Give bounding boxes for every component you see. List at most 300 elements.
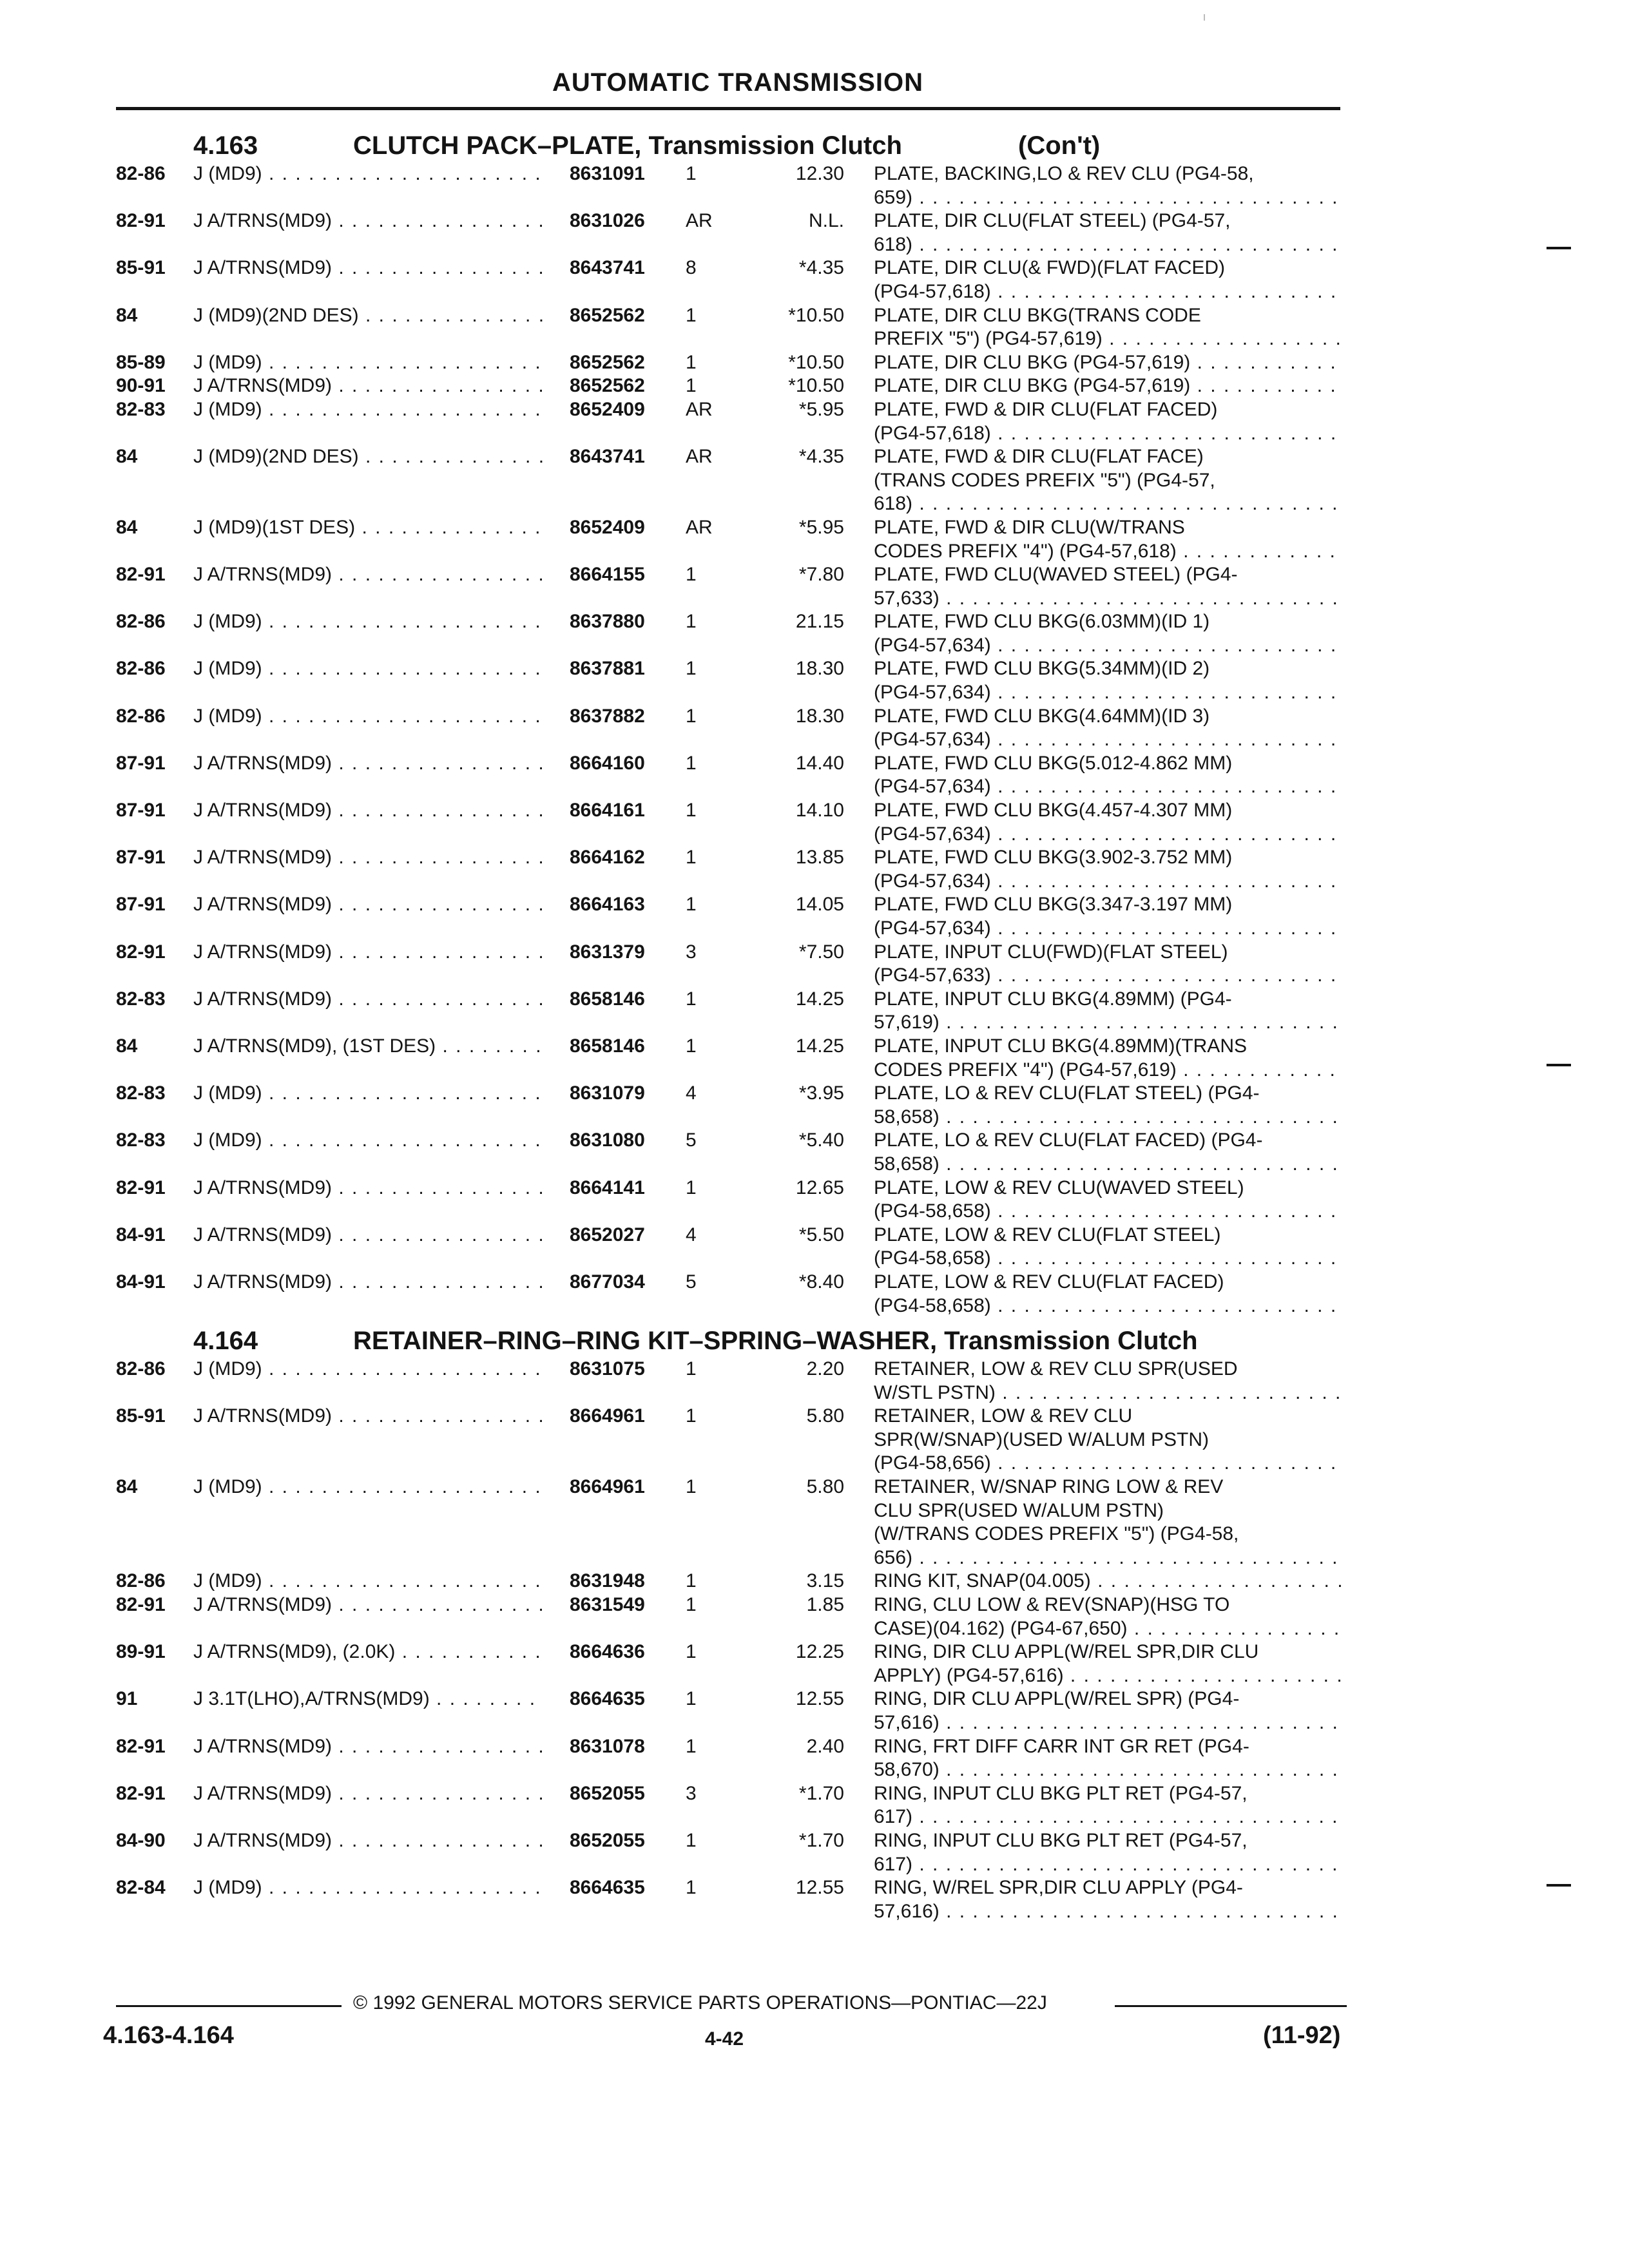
model-years: 84	[116, 446, 138, 468]
part-entry	[0, 1640, 1629, 1687]
part-description	[874, 351, 1344, 375]
part-entry	[0, 846, 1629, 893]
model-years: 82-91	[116, 564, 166, 586]
description-line: 57,619) . . .	[874, 1011, 1344, 1035]
model-years: 84	[116, 516, 138, 538]
part-number: 8652562	[570, 351, 645, 373]
part-entry	[0, 1035, 1629, 1082]
description-line: PLATE, FWD CLU BKG(4.64MM)(ID 3)	[874, 705, 1210, 727]
margin-tick	[1547, 1884, 1571, 1887]
part-entry	[0, 988, 1629, 1035]
part-description	[874, 941, 1344, 988]
list-price: 12.65	[795, 1177, 844, 1198]
description-line: (PG4-57,634) . . .	[874, 681, 1344, 705]
model-application: J A/TRNS(MD9) . . .	[193, 1405, 545, 1428]
description-line: (PG4-58,658) . . .	[874, 1247, 1344, 1271]
list-price: *10.50	[788, 351, 844, 373]
footer-page-number: 4-42	[705, 2028, 744, 2050]
quantity: 1	[686, 705, 697, 727]
list-price: *5.95	[798, 398, 844, 420]
part-entry	[0, 1271, 1629, 1318]
model-application: J (MD9) . . .	[193, 657, 545, 681]
model-application: J A/TRNS(MD9) . . .	[193, 941, 545, 965]
model-years: 82-86	[116, 611, 166, 633]
part-description	[874, 1035, 1344, 1082]
quantity: 1	[686, 1358, 697, 1380]
section-number: 4.163	[193, 131, 258, 160]
part-entry	[0, 516, 1629, 563]
quantity: 1	[686, 1877, 697, 1899]
model-application: J A/TRNS(MD9) . . .	[193, 256, 545, 280]
description-line: CLU SPR(USED W/ALUM PSTN)	[874, 1499, 1164, 1521]
quantity: AR	[686, 516, 713, 538]
quantity: AR	[686, 210, 713, 232]
part-number: 8631379	[570, 941, 645, 963]
model-years: 87-91	[116, 847, 166, 869]
description-line: PLATE, DIR CLU BKG (PG4-57,619) . . .	[874, 351, 1344, 375]
list-price: *1.70	[798, 1782, 844, 1804]
part-description	[874, 1405, 1344, 1475]
model-application: J (MD9) . . .	[193, 1475, 545, 1499]
description-line: PLATE, LOW & REV CLU(FLAT FACED)	[874, 1271, 1224, 1293]
part-description	[874, 1876, 1344, 1923]
description-line: PLATE, FWD CLU BKG(6.03MM)(ID 1)	[874, 611, 1210, 633]
parts-listing	[0, 122, 1629, 1923]
description-line: APPLY) (PG4-57,616) . . .	[874, 1664, 1344, 1688]
model-application: J A/TRNS(MD9) . . .	[193, 374, 545, 398]
description-line: PLATE, LO & REV CLU(FLAT STEEL) (PG4-	[874, 1082, 1260, 1104]
part-number: 8664160	[570, 752, 645, 774]
description-line: 58,658) . . .	[874, 1106, 1344, 1129]
part-description	[874, 398, 1344, 445]
description-line: RING, DIR CLU APPL(W/REL SPR) (PG4-	[874, 1688, 1240, 1710]
description-line: RING, INPUT CLU BKG PLT RET (PG4-57,	[874, 1782, 1248, 1804]
part-number: 8677034	[570, 1271, 645, 1293]
list-price: 14.40	[795, 752, 844, 774]
model-years: 82-91	[116, 1177, 166, 1198]
header-rule	[116, 107, 1340, 110]
description-line: (PG4-58,658) . . .	[874, 1294, 1344, 1318]
part-number: 8652409	[570, 398, 645, 420]
model-years: 87-91	[116, 894, 166, 916]
quantity: 1	[686, 611, 697, 633]
list-price: *7.50	[798, 941, 844, 963]
part-number: 8664162	[570, 847, 645, 869]
model-application: J (MD9)(2ND DES) . . .	[193, 445, 545, 469]
quantity: 1	[686, 1570, 697, 1592]
part-description	[874, 1475, 1344, 1570]
description-line: (PG4-58,656) . . .	[874, 1452, 1344, 1475]
description-line: PLATE, BACKING,LO & REV CLU (PG4-58,	[874, 163, 1254, 184]
part-entry	[0, 398, 1629, 445]
model-years: 82-83	[116, 1129, 166, 1151]
list-price: 3.15	[806, 1570, 844, 1592]
quantity: AR	[686, 398, 713, 420]
list-price: 18.30	[795, 705, 844, 727]
list-price: 2.40	[806, 1735, 844, 1757]
list-price: 2.20	[806, 1358, 844, 1380]
quantity: 3	[686, 941, 697, 963]
part-number: 8658146	[570, 988, 645, 1010]
quantity: 1	[686, 375, 697, 397]
description-line: CODES PREFIX "4") (PG4-57,619) . . .	[874, 1059, 1344, 1082]
footer-rule-left	[116, 2005, 342, 2007]
part-number: 8631549	[570, 1594, 645, 1616]
description-line: RING, CLU LOW & REV(SNAP)(HSG TO	[874, 1594, 1230, 1616]
part-description	[874, 374, 1344, 398]
description-line: 58,658) . . .	[874, 1153, 1344, 1177]
model-years: 82-86	[116, 705, 166, 727]
part-number: 8631075	[570, 1358, 645, 1380]
list-price: 14.25	[795, 988, 844, 1010]
part-entry	[0, 610, 1629, 657]
model-years: 90-91	[116, 375, 166, 397]
model-application: J (MD9) . . .	[193, 1358, 545, 1381]
description-line: (PG4-57,618) . . .	[874, 280, 1344, 304]
part-number: 8652562	[570, 375, 645, 397]
list-price: 21.15	[795, 611, 844, 633]
model-application: J (MD9) . . .	[193, 398, 545, 422]
part-number: 8664163	[570, 894, 645, 916]
model-application: J A/TRNS(MD9) . . .	[193, 799, 545, 823]
model-application: J (MD9)(2ND DES) . . .	[193, 304, 545, 328]
part-entry	[0, 1177, 1629, 1224]
list-price: 5.80	[806, 1405, 844, 1427]
quantity: 5	[686, 1271, 697, 1293]
quantity: 1	[686, 1177, 697, 1198]
model-application: J A/TRNS(MD9) . . .	[193, 1271, 545, 1294]
part-entry	[0, 209, 1629, 256]
model-application: J (MD9) . . .	[193, 705, 545, 729]
part-description	[874, 1570, 1344, 1593]
quantity: 1	[686, 800, 697, 822]
description-line: RETAINER, W/SNAP RING LOW & REV	[874, 1476, 1224, 1498]
description-line: (TRANS CODES PREFIX "5") (PG4-57,	[874, 469, 1215, 491]
list-price: 18.30	[795, 658, 844, 680]
quantity: 3	[686, 1782, 697, 1804]
quantity: 1	[686, 1641, 697, 1663]
part-description	[874, 752, 1344, 799]
description-line: PLATE, DIR CLU(& FWD)(FLAT FACED)	[874, 257, 1226, 279]
description-line: CASE)(04.162) (PG4-67,650) . . .	[874, 1617, 1344, 1641]
description-line: W/STL PSTN) . . .	[874, 1381, 1344, 1405]
description-line: RING, W/REL SPR,DIR CLU APPLY (PG4-	[874, 1877, 1243, 1899]
model-application: J (MD9) . . .	[193, 162, 545, 186]
quantity: 1	[686, 1594, 697, 1616]
model-years: 84	[116, 304, 138, 326]
model-application: J A/TRNS(MD9) . . .	[193, 1177, 545, 1200]
description-line: (PG4-57,634) . . .	[874, 870, 1344, 894]
part-description	[874, 1687, 1344, 1735]
part-description	[874, 799, 1344, 846]
part-description	[874, 1735, 1344, 1782]
quantity: 4	[686, 1224, 697, 1245]
part-entry	[0, 304, 1629, 351]
list-price: N.L.	[808, 210, 844, 232]
part-entry	[0, 563, 1629, 610]
model-application: J A/TRNS(MD9) . . .	[193, 1829, 545, 1853]
description-line: PLATE, FWD & DIR CLU(FLAT FACED)	[874, 398, 1218, 420]
description-line: RETAINER, LOW & REV CLU	[874, 1405, 1133, 1427]
model-application: J A/TRNS(MD9) . . .	[193, 209, 545, 233]
part-entry	[0, 351, 1629, 375]
part-description	[874, 304, 1344, 351]
part-entry	[0, 941, 1629, 988]
part-description	[874, 657, 1344, 704]
description-line: PLATE, LOW & REV CLU(WAVED STEEL)	[874, 1177, 1244, 1198]
description-line: 618) . . .	[874, 233, 1344, 257]
model-years: 91	[116, 1688, 138, 1710]
part-description	[874, 209, 1344, 256]
model-application: J A/TRNS(MD9) . . .	[193, 1782, 545, 1806]
model-years: 82-86	[116, 658, 166, 680]
model-years: 82-86	[116, 163, 166, 184]
part-entry	[0, 1687, 1629, 1735]
description-line: 57,633) . . .	[874, 587, 1344, 611]
part-description	[874, 1782, 1344, 1829]
model-application: J A/TRNS(MD9) . . .	[193, 846, 545, 870]
list-price: *10.50	[788, 304, 844, 326]
description-line: 57,616) . . .	[874, 1900, 1344, 1924]
description-line: RING, DIR CLU APPL(W/REL SPR,DIR CLU	[874, 1641, 1259, 1663]
quantity: AR	[686, 446, 713, 468]
description-line: CODES PREFIX "4") (PG4-57,618) . . .	[874, 540, 1344, 564]
list-price: 5.80	[806, 1476, 844, 1498]
part-number: 8664961	[570, 1405, 645, 1427]
quantity: 1	[686, 1829, 697, 1851]
quantity: 1	[686, 847, 697, 869]
model-years: 85-91	[116, 257, 166, 279]
footer-section-range: 4.163-4.164	[103, 2022, 234, 2049]
model-application: J (MD9) . . .	[193, 1082, 545, 1106]
part-entry	[0, 1224, 1629, 1271]
part-entry	[0, 374, 1629, 398]
part-description	[874, 162, 1344, 209]
part-number: 8631079	[570, 1082, 645, 1104]
model-application: J (MD9) . . .	[193, 1129, 545, 1153]
description-line: PLATE, FWD CLU BKG(4.457-4.307 MM)	[874, 800, 1233, 822]
description-line: 659) . . .	[874, 186, 1344, 210]
model-years: 89-91	[116, 1641, 166, 1663]
part-description	[874, 893, 1344, 940]
part-entry	[0, 162, 1629, 209]
model-years: 82-91	[116, 210, 166, 232]
list-price: *4.35	[798, 257, 844, 279]
part-description	[874, 1129, 1344, 1176]
part-description	[874, 1082, 1344, 1129]
part-number: 8664141	[570, 1177, 645, 1198]
description-line: (PG4-57,634) . . .	[874, 917, 1344, 941]
description-line: PLATE, LOW & REV CLU(FLAT STEEL)	[874, 1224, 1221, 1245]
part-description	[874, 256, 1344, 303]
footer-date: (11-92)	[1263, 2022, 1341, 2049]
list-price: 14.10	[795, 800, 844, 822]
part-entry	[0, 893, 1629, 940]
part-entry	[0, 705, 1629, 752]
description-line: (PG4-57,618) . . .	[874, 422, 1344, 446]
description-line: (PG4-57,634) . . .	[874, 634, 1344, 658]
margin-tick	[1547, 247, 1571, 249]
part-entry	[0, 657, 1629, 704]
model-application: J (MD9) . . .	[193, 1570, 545, 1593]
model-application: J A/TRNS(MD9) . . .	[193, 1735, 545, 1759]
part-description	[874, 1593, 1344, 1640]
description-line: PLATE, LO & REV CLU(FLAT FACED) (PG4-	[874, 1129, 1263, 1151]
part-description	[874, 516, 1344, 563]
list-price: 14.05	[795, 894, 844, 916]
page-title: AUTOMATIC TRANSMISSION	[552, 68, 924, 97]
quantity: 1	[686, 988, 697, 1010]
part-number: 8631091	[570, 163, 645, 184]
quantity: 1	[686, 1476, 697, 1498]
part-entry	[0, 1358, 1629, 1405]
description-line: RING KIT, SNAP(04.005) . . .	[874, 1570, 1344, 1593]
model-years: 84-90	[116, 1829, 166, 1851]
description-line: PLATE, FWD CLU BKG(5.012-4.862 MM)	[874, 752, 1233, 774]
list-price: *5.50	[798, 1224, 844, 1245]
part-entry	[0, 1782, 1629, 1829]
list-price: *3.95	[798, 1082, 844, 1104]
part-description	[874, 445, 1344, 516]
description-line: RING, FRT DIFF CARR INT GR RET (PG4-	[874, 1735, 1249, 1757]
list-price: 1.85	[806, 1594, 844, 1616]
list-price: *5.40	[798, 1129, 844, 1151]
part-entry	[0, 445, 1629, 516]
model-application: J A/TRNS(MD9) . . .	[193, 988, 545, 1012]
part-number: 8631026	[570, 210, 645, 232]
section-title: CLUTCH PACK–PLATE, Transmission Clutch	[353, 131, 902, 160]
description-line: RING, INPUT CLU BKG PLT RET (PG4-57,	[874, 1829, 1248, 1851]
part-description	[874, 610, 1344, 657]
description-line: RETAINER, LOW & REV CLU SPR(USED	[874, 1358, 1238, 1380]
description-line: PLATE, FWD CLU BKG(3.902-3.752 MM)	[874, 847, 1233, 869]
description-line: 617) . . .	[874, 1805, 1344, 1829]
part-number: 8652562	[570, 304, 645, 326]
quantity: 4	[686, 1082, 697, 1104]
model-years: 85-89	[116, 351, 166, 373]
model-years: 82-86	[116, 1570, 166, 1592]
description-line: PLATE, INPUT CLU(FWD)(FLAT STEEL)	[874, 941, 1228, 963]
part-number: 8652055	[570, 1782, 645, 1804]
margin-tick	[1547, 1064, 1571, 1066]
section-number: 4.164	[193, 1327, 258, 1356]
part-number: 8643741	[570, 257, 645, 279]
description-line: 58,670) . . .	[874, 1758, 1344, 1782]
part-number: 8631948	[570, 1570, 645, 1592]
list-price: 12.30	[795, 163, 844, 184]
description-line: PLATE, FWD & DIR CLU(FLAT FACE)	[874, 446, 1204, 468]
description-line: PLATE, FWD & DIR CLU(W/TRANS	[874, 516, 1185, 538]
model-years: 84-91	[116, 1224, 166, 1245]
part-description	[874, 1829, 1344, 1876]
description-line: (PG4-58,658) . . .	[874, 1200, 1344, 1224]
model-years: 84	[116, 1476, 138, 1498]
section-continued: (Con't)	[1018, 131, 1101, 160]
description-line: (PG4-57,634) . . .	[874, 823, 1344, 847]
quantity: 1	[686, 894, 697, 916]
part-entry	[0, 1593, 1629, 1640]
quantity: 1	[686, 564, 697, 586]
quantity: 5	[686, 1129, 697, 1151]
model-application: J (MD9) . . .	[193, 610, 545, 634]
description-line: 57,616) . . .	[874, 1711, 1344, 1735]
model-application: J (MD9) . . .	[193, 1876, 545, 1900]
part-number: 8664635	[570, 1688, 645, 1710]
list-price: *8.40	[798, 1271, 844, 1293]
part-entry	[0, 799, 1629, 846]
part-entry	[0, 256, 1629, 303]
part-number: 8637881	[570, 658, 645, 680]
part-description	[874, 988, 1344, 1035]
model-years: 84	[116, 1035, 138, 1057]
description-line: PLATE, FWD CLU(WAVED STEEL) (PG4-	[874, 564, 1238, 586]
list-price: *10.50	[788, 375, 844, 397]
description-line: SPR(W/SNAP)(USED W/ALUM PSTN)	[874, 1428, 1210, 1450]
description-line: (PG4-57,634) . . .	[874, 775, 1344, 799]
list-price: *5.95	[798, 516, 844, 538]
model-application: J (MD9)(1ST DES) . . .	[193, 516, 545, 540]
part-number: 8631078	[570, 1735, 645, 1757]
part-number: 8658146	[570, 1035, 645, 1057]
description-line: PLATE, FWD CLU BKG(5.34MM)(ID 2)	[874, 658, 1210, 680]
model-application: J (MD9) . . .	[193, 351, 545, 375]
list-price: 12.25	[795, 1641, 844, 1663]
part-description	[874, 1224, 1344, 1271]
part-description	[874, 705, 1344, 752]
list-price: 14.25	[795, 1035, 844, 1057]
part-number: 8637882	[570, 705, 645, 727]
description-line: (PG4-57,633) . . .	[874, 964, 1344, 988]
description-line: 617) . . .	[874, 1853, 1344, 1877]
description-line: (W/TRANS CODES PREFIX "5") (PG4-58,	[874, 1523, 1239, 1545]
model-years: 82-84	[116, 1877, 166, 1899]
part-number: 8664161	[570, 800, 645, 822]
scan-mark	[1204, 14, 1205, 21]
footer-copyright: © 1992 GENERAL MOTORS SERVICE PARTS OPERATIONS—PONTIAC—22J	[353, 1992, 1047, 2013]
description-line: PLATE, DIR CLU BKG(TRANS CODE	[874, 304, 1201, 326]
part-entry	[0, 1570, 1629, 1593]
list-price: *7.80	[798, 564, 844, 586]
part-entry	[0, 752, 1629, 799]
description-line: PREFIX "5") (PG4-57,619) . . .	[874, 327, 1344, 351]
part-number: 8643741	[570, 446, 645, 468]
list-price: 13.85	[795, 847, 844, 869]
list-price: 12.55	[795, 1877, 844, 1899]
list-price: *4.35	[798, 446, 844, 468]
model-years: 82-86	[116, 1358, 166, 1380]
list-price: *1.70	[798, 1829, 844, 1851]
description-line: 618) . . .	[874, 492, 1344, 516]
part-entry	[0, 1829, 1629, 1876]
part-number: 8652027	[570, 1224, 645, 1245]
part-description	[874, 1177, 1344, 1224]
footer-rule-right	[1115, 2005, 1347, 2007]
list-price: 12.55	[795, 1688, 844, 1710]
part-number: 8631080	[570, 1129, 645, 1151]
model-years: 82-83	[116, 398, 166, 420]
quantity: 1	[686, 1405, 697, 1427]
part-description	[874, 846, 1344, 893]
quantity: 1	[686, 1688, 697, 1710]
part-number: 8664961	[570, 1476, 645, 1498]
model-years: 82-91	[116, 1594, 166, 1616]
part-description	[874, 1358, 1344, 1405]
description-line: 656) . . .	[874, 1546, 1344, 1570]
section-heading	[0, 126, 1629, 162]
part-description	[874, 563, 1344, 610]
description-line: PLATE, FWD CLU BKG(3.347-3.197 MM)	[874, 894, 1233, 916]
model-years: 84-91	[116, 1271, 166, 1293]
